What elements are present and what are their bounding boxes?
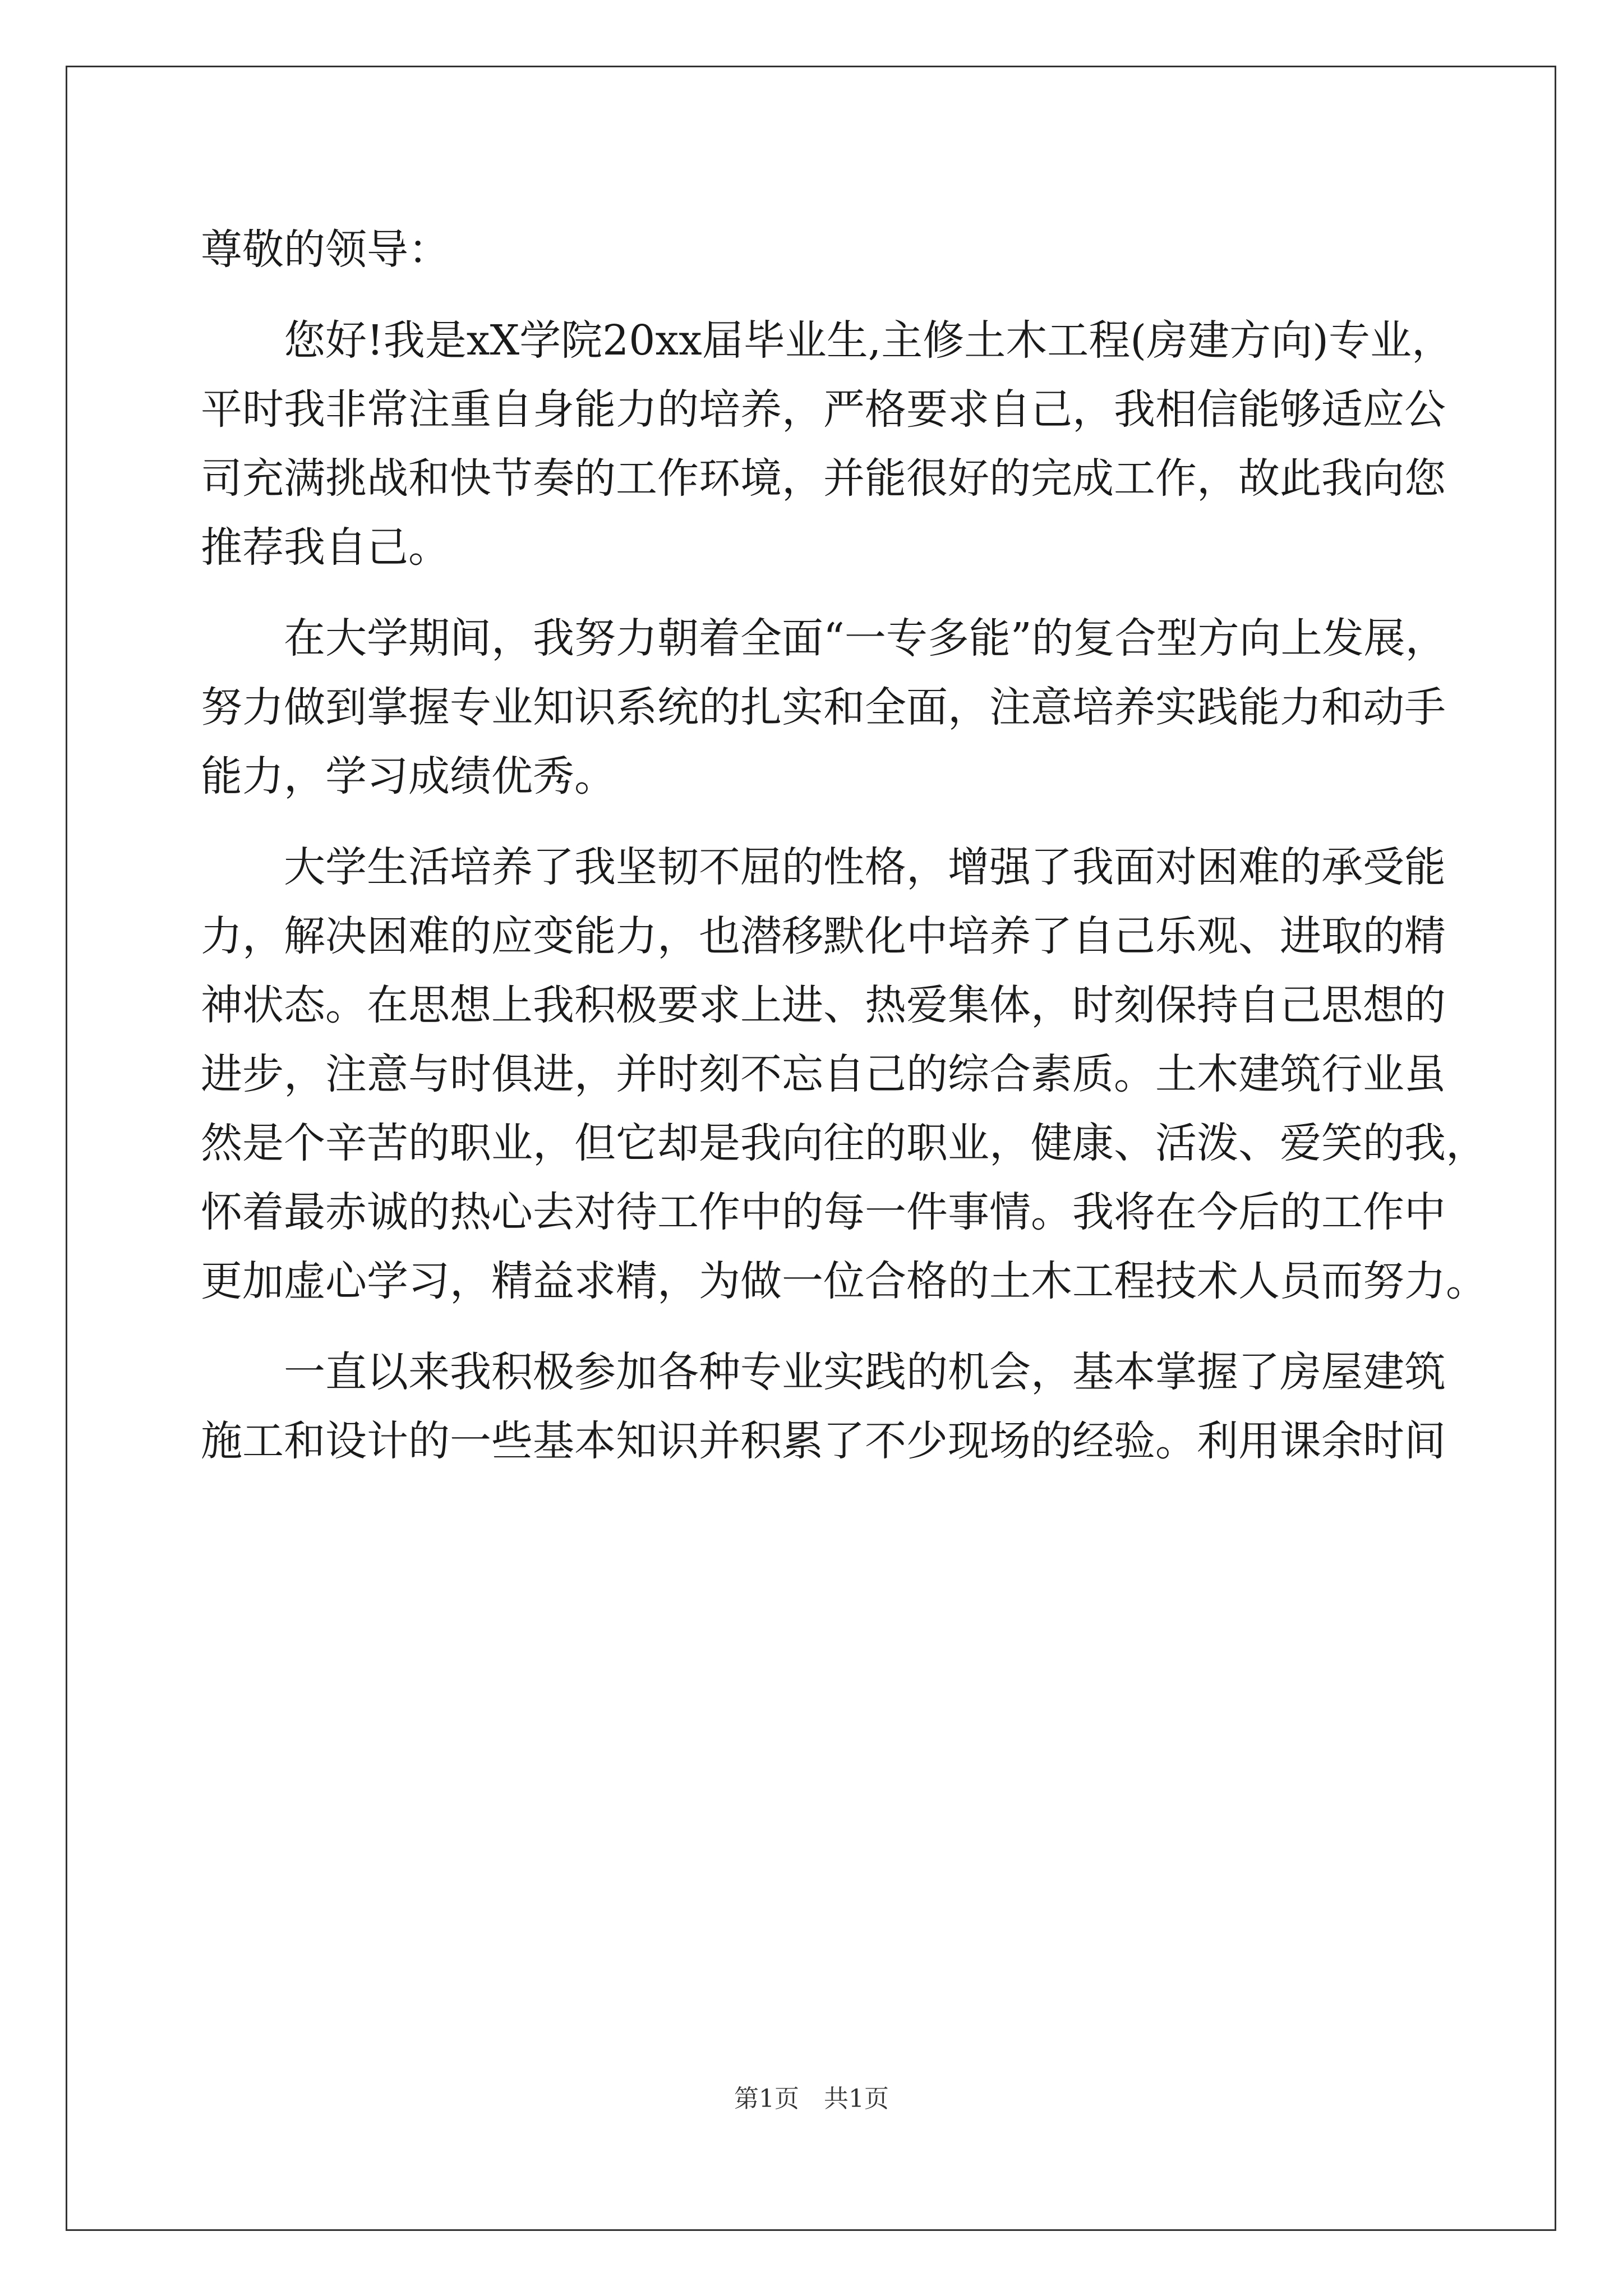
paragraph-1-line-4: 推荐我自己。 (201, 523, 450, 572)
paragraph-4-line-2: 施工和设计的一些基本知识并积累了不少现场的经验。利用课余时间 (201, 1417, 1446, 1465)
paragraph-1-line-2: 平时我非常注重自身能力的培养，严格要求自己，我相信能够适应公 (201, 385, 1446, 434)
paragraph-3-line-4: 进步，注意与时俱进，并时刻不忘自己的综合素质。土木建筑行业虽 (201, 1050, 1446, 1098)
paragraph-1-line-3: 司充满挑战和快节奏的工作环境，并能很好的完成工作，故此我向您 (201, 454, 1446, 503)
paragraph-3-line-7: 更加虚心学习，精益求精，为做一位合格的土木工程技术人员而努力。 (201, 1257, 1487, 1305)
paragraph-3-line-5: 然是个辛苦的职业，但它却是我向往的职业，健康、活泼、爱笑的我， (201, 1119, 1487, 1167)
paragraph-2-line-3: 能力，学习成绩优秀。 (201, 752, 616, 800)
salutation-line: 尊敬的领导： (201, 226, 450, 274)
page-footer: 第1页 共1页 (734, 2085, 889, 2113)
paragraph-3-line-2: 力，解决困难的应变能力，也潜移默化中培养了自己乐观、进取的精 (201, 912, 1446, 960)
paragraph-2-line-1: 在大学期间，我努力朝着全面“一专多能”的复合型方向上发展， (201, 614, 1447, 662)
paragraph-3-line-6: 怀着最赤诚的热心去对待工作中的每一件事情。我将在今后的工作中 (201, 1188, 1446, 1236)
paragraph-1-line-1: 您好!我是xX学院20xx届毕业生,主修土木工程(房建方向)专业， (201, 316, 1454, 365)
paragraph-3-line-3: 神状态。在思想上我积极要求上进、热爱集体，时刻保持自己思想的 (201, 981, 1446, 1029)
paragraph-3-line-1: 大学生活培养了我坚韧不屈的性格，增强了我面对困难的承受能 (201, 843, 1446, 891)
paragraph-2-line-2: 努力做到掌握专业知识系统的扎实和全面，注意培养实践能力和动手 (201, 683, 1446, 731)
paragraph-4-line-1: 一直以来我积极参加各种专业实践的机会，基本掌握了房屋建筑 (201, 1348, 1446, 1396)
